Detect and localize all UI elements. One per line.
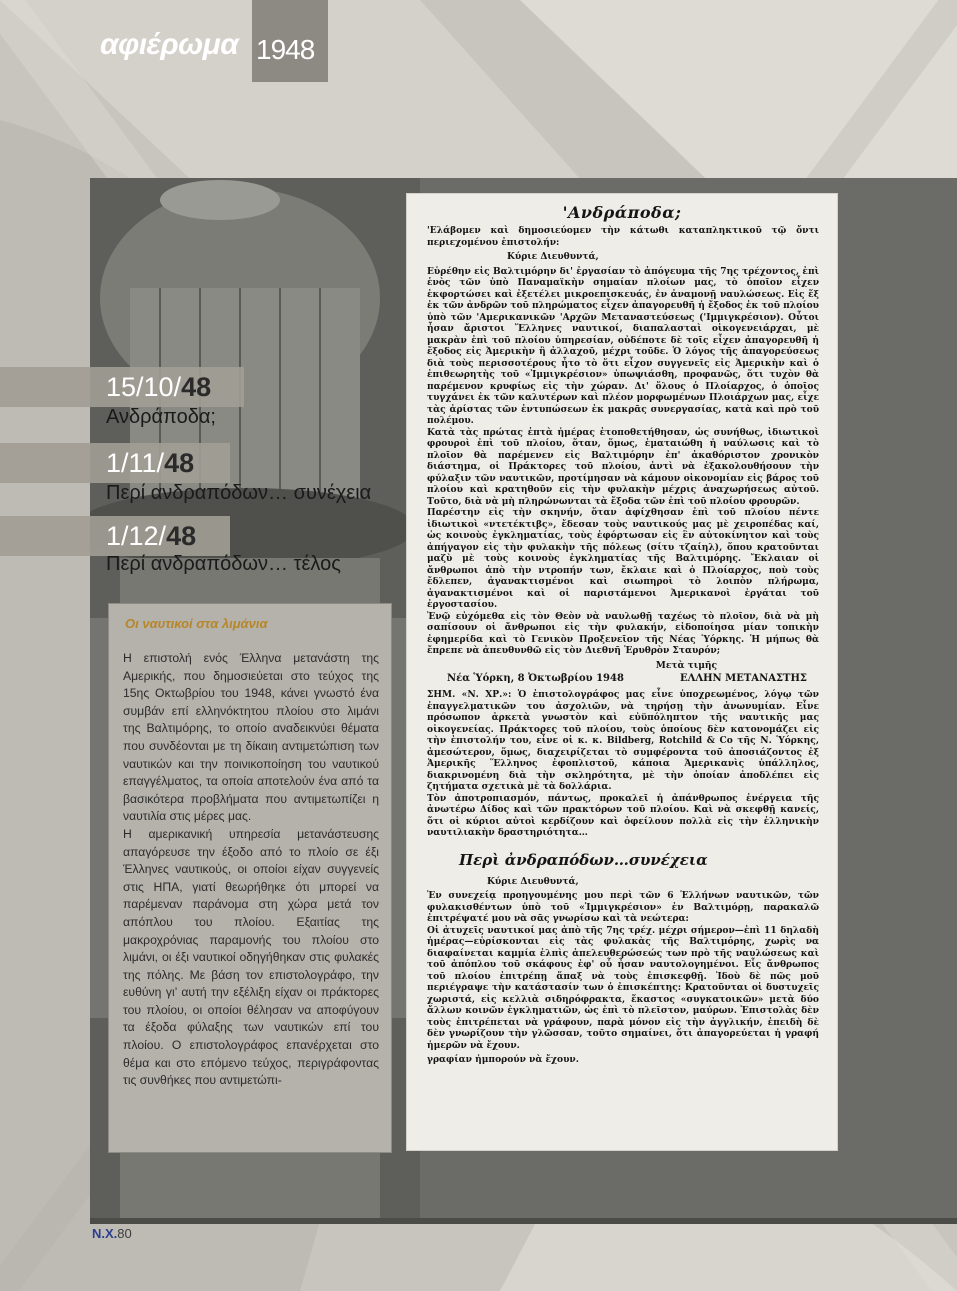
clipping-signature: ΕΛΛΗΝ ΜΕΤΑΝΑΣΤΗΣ [679,673,807,684]
section-year: 1948 [256,34,315,65]
clipping-regards: Μετὰ τιμῆς [655,659,717,671]
clipping-salutation-2: Κύριε Διευθυντά, [487,875,579,887]
footer-rule [90,1218,957,1224]
date-2-title: Περί ανδραπόδων… συνέχεια [106,482,372,504]
clipping-heading-2: Περὶ ἀνδραπόδων…συνέχεια [459,850,708,869]
clipping-heading: 'Ανδράποδα; [562,203,682,222]
clipping-place-date: Νέα Ὑόρκη, 8 Ὀκτωβρίου 1948 [447,673,624,684]
clipping-salutation: Κύριε Διευθυντά, [507,251,599,262]
sidebar-paragraph-2: Η αμερικανική υπηρεσία μετανάστευσης απαγόρευσε την έξοδο από το πλοίο σε έξι Έλληνες ναυτικούς, οι οποίοι είχαν συγγενείς στις ΗΠΑ, γιατί θεωρήθηκε ότι μπορεί να παρέμεναν παράνομα στη χώρα μετά τον απόπλου του πλοίου. Εξαιτίας της μακροχρόνιας παραμονής του πλοίου στο λιμάνι, οι έξι ναυτικοί οδηγήθηκαν στις φυλακές της πόλης. Με βάση τον επιστολογράφο, την ευθύνη γι’ αυτή την εξέλιξη είχαν οι πράκτορες του πλοίου, οι οποίοι θέλησαν να αποφύγουν τα έξοδα φύλαξης των ναυτικών επί του πλοίου. Ο επιστολογράφος επανέρχεται στο θέμα και στο επόμενο τεύχος, περιγράφοντας τις συνθήκες που αντιμετώπι- [123,826,379,1088]
date-1-year: 48 [181,372,212,402]
date-3-title: Περί ανδραπόδων… τέλος [106,553,341,575]
sidebar-title: Οι ναυτικοί στα λιμάνια [125,616,268,631]
date-3 [106,521,196,552]
clipping-intro: 'Ελάβομεν καὶ δημοσιεύομεν τὴν κάτωθι καταπληκτικοῦ τῷ ὄντι περιεχομένου ἐπιστολήν: [427,225,819,248]
clipping-footer-fragment: γραφίαν ἠμπορούν νὰ ἔχουν. [427,1054,579,1065]
page-header [0,0,957,95]
date-2-day: 1/11/ [106,448,165,478]
newspaper-clipping [406,193,838,1151]
sidebar-paragraph-1: Η επιστολή ενός Έλληνα μετανάστη της Αμερικής, που δημοσιεύεται στο τεύχος της 15ης Οκτωβρίου του 1948, κάνει γνωστό ένα συμβάν επί ελληνόκτητου πλοίου στο λιμάνι της Βαλτιμόρης, το οποίο αναδεικνύει θέματα που συνδέονται με τη δίκαιη αντιμετώπιση των ναυτικών και την ποινικοποίηση του ναυτικού επαγγέλματος, τα οποία αποτελούν ένα από τα βασικότερα προβλήματα που αντιμετωπίζει η ναυτιλία στις μέρες μας. [123,651,379,824]
clipping-signature-line [407,671,837,686]
magazine-abbrev: Ν.Χ. [92,1226,118,1241]
date-1-day: 15/10/ [106,372,182,402]
section-title: αφιέρωμα [100,28,239,61]
clipping-body: Εὑρέθην εἰς Βαλτιμόρην δι' ἐργασίαν τὸ ἀπόγευμα τῆς 7ης τρέχοντος, ἐπὶ ἑνὸς τῶν ὑπὸ Παναμαϊκὴν σημαίαν πλοίων μας, τὸ ὁποῖον εἶχεν ἐκφορτώσει καὶ ἐξετέλει μικροεπισκευάς, ἐν ἀναμονῇ ναυλώσεως. Εἰς ἕξ ἐκ τῶν ἀνδρῶν τοῦ πληρώματος εἶχεν ἀπαγορευθῆ ἡ ἔξοδος ἐκ τοῦ πλοίου ὑπὸ τῶν 'Αμερικανικῶν 'Αρχῶν Μεταναστεύσεως ('Ιμμιγκρέσιον). Οὗτοι ἦσαν ἄριστοι Ἕλληνες ναυτικοί, διαπαλασταὶ οἰκογενειάρχαι, μὲ μακρὰν ἐπὶ τοῦ πλοίου ὑπηρεσίαν, οὐδέποτε δὲ τοῖς εἶχεν ἀπαγορευθῆ ἡ ἔξοδος εἰς Ἀμερικὴν ἢ ἀλλαχοῦ, μέχρι τοῦδε. Ὁ λόγος τῆς ἀπαγορεύσεως διὰ τοὺς περισσοτέρους ἦτο τὸ ὅτι εἶχον συγγενεῖς εἰς Ἀμερικὴν καὶ ὁ ἐπιθεωρητὴς τοῦ «Ἰμμιγκρέσιον» ὑπωψιάσθη, προφανῶς, ὅτι τυχὸν θὰ παρέμενον κρυφίως εἰς τὴν χώραν. Δι' ὅλους ὁ Πλοίαρχος, ὁ ὁποῖος τυγχάνει ἐκ τῶν καλυτέρων καὶ πλέον μορφωμένων Πλοιάρχων μας, εἶχε τὰς ἀρίστας τῶν ἐντυπώσεων ἐκ μακρᾶς συνεργασίας, κατὰ καὶ πρὸ τοῦ πολέμου. Κατὰ τὰς πρώτας ἑπτὰ ἡμέρας ἐτοποθετήθησαν, ὡς συνήθως, ἰδιωτικοὶ φρουροὶ ἐπὶ τοῦ πλοίου, ὅταν, ὅμως, ἐματαιώθη ἡ ναύλωσις καὶ τὸ πλοῖον θὰ παρέμενεν εἰς Βαλτιμόρην ἐπ' ἀκαθόριστον χρονικὸν διάστημα, οἱ Πράκτορες τοῦ πλοίου, ἀντὶ νὰ ἐξακολουθήσουν τὴν φύλαξιν τῶν ναυτικῶν, προτίμησαν νὰ κάμουν οἰκονομίαν εἰς βάρος τοῦ πλοίου καὶ κρατηθοῦν εἰς τὴν φυλακὴν μέχρις ἀναχωρήσεως αὐτοῦ. Τοῦτο, διὰ νὰ μὴ πληρώνωνται τὰ ἔξοδα τῶν ἐπὶ τοῦ πλοίου φρουρῶν. Παρέστην εἰς τὴν σκηνήν, ὅταν ἀφίχθησαν ἐπὶ τοῦ πλοίου πέντε ἰδιωτικοὶ «ντετέκτιβς», ἔδεσαν τοὺς ναυτικούς μας μὲ χειροπέδας καί, ὡς κοινοὺς ἐγκληματίας, τοὺς ἐφόρτωσαν εἰς ἓν αὐτοκίνητον καὶ τοὺς ἀπήγαγον εἰς τὴν φυλακὴν τῆς πόλεως (σίτυ τζαίηλ), ὅπου κρατοῦνται μαζὺ μὲ τοὺς κοινοὺς ἐγκληματίας τῆς Βαλτιμόρης. Ἔκλαιαν οἱ ἄνθρωποι ἀπὸ τὴν ντροπήν των, ἔκλαιε καὶ ὁ Πλοίαρχος, ποὺ τοὺς ἔδλεπεν, ἀγανακτισμένοι καὶ σιωπηροὶ τὸ λοιπὸν πλήρωμα, ἀγανακτισμένοι καὶ οἱ παριστάμενοι Ἀμερικανοὶ ἐργάται τοῦ ἐργοστασίου. Ἐνῷ εὐχόμεθα εἰς τὸν Θεὸν νὰ ναυλωθῇ ταχέως τὸ πλοῖον, διὰ νὰ μὴ σαπίσουν οἱ ἄνθρωποι εἰς τὴν φυλακήν, εἰδοποίησα μίαν τοπικὴν ἐφημερίδα καὶ τὸ Γενικὸν Προξενεῖον τῆς Νέας Ὑόρκης. Ἡ μήπως θὰ ἔπρεπε νὰ ἀπευθυνθῶ εἰς τὸν Διεθνῆ Ἐρυθρὸν Σταυρόν; [427,265,819,656]
clipping-note: ΣΗΜ. «Ν. ΧΡ.»: Ὁ ἐπιστολογράφος μας εἶνε ὑποχρεωμένος, λόγῳ τῶν ἐπαγγελματικῶν του ἀσχολιῶν, νὰ τηρήσῃ τὴν ἀνωνυμίαν. Εἶνε πρόσωπον ἀρκετὰ γνωστὸν καὶ εὐϋπόληπτον τῆς ναυτικῆς μας οἰκογενείας. Πράκτορες τοῦ πλοίου, τοὺς ὁποίους δὲν κατονομάζει εἰς τὴν ἐπιστολήν του, εἶνε οἱ κ. κ. Bildberg, Rotchild & Co τῆς Ν. Ὑόρκης, ἀμεσώτερον, ὅμως, διαχειρίζεται τὸ συμφέροντα τοῦ ἀποσιάζοντος ἐξ Ἀμερικῆς Ἕλληνος ἐφοπλιστοῦ, κάποια Ἀμερικανὶς ὑπάλληλος, διακρινομένη διὰ τὴν σκληρότητα, μὲ τὴν ὁποίαν ἀποδλέπει εἰς ζητήματα σχετικὰ μὲ τὰ δολλάρια. Τὸν ἀποτροπιασμόν, πάντως, προκαλεῖ ἡ ἀπάνθρωπος ἐνέργεια τῆς ἀνωτέρω Δίδος καὶ τῶν πρακτόρων τοῦ πλοίου. Καὶ νὰ σκεφθῇ κανείς, ὅτι οἱ κύριοι αὐτοὶ κερδίζουν καὶ ὀφείλουν πολλὰ εἰς τὴν ἑλληνικὴν ναυτιλιακὴν δραστηριότητα… [427,689,819,838]
page-number-value: 80 [117,1226,132,1241]
date-2 [106,448,194,479]
page-number [92,1226,132,1241]
date-1 [106,372,211,403]
date-2-year: 48 [164,448,195,478]
date-1-title: Ανδράποδα; [106,406,216,428]
date-3-day: 1/12/ [106,521,167,551]
clipping-body-2: Ἐν συνεχείᾳ προηγουμένης μου περὶ τῶν 6 Ἑλλήνων ναυτικῶν, τῶν φυλακισθέντων ὑπὸ τοῦ «Ἰμμιγκρέσιον» ἐν Βαλτιμόρῃ, παρακαλῶ ἐπιτρέψατέ μου νὰ σᾶς γνωρίσω καὶ τὰ νεώτερα: Οἱ ἀτυχεῖς ναυτικοί μας ἀπὸ τῆς 7ης τρέχ. μέχρι σήμερον—ἐπὶ 11 δηλαδὴ ἡμέρας—εὑρίσκονται εἰς τὰς φυλακὰς τῆς Βαλτιμόρης, χωρὶς να διαφαίνεται καμμία ἐλπὶς ἀπελευθερώσεώς των πρὸ τῆς ναυλώσεως καὶ τοῦ ἀπόπλου τοῦ σκάφους ἐφ' οὗ ἦσαν ναυτολογημένοι. Εἷς ἄνθρωπος τοῦ πλοίου ἐπιτρέπῃ ἅπαξ νὰ τοὺς ἐπισκεφθῇ. Ἰδοὺ δὲ πῶς μοῦ περιέγραψε τὴν κατάστασίν των ὁ ἐπισκέπτης: Κρατοῦνται οἱ δυστυχεῖς χωριστά, εἰς κελλιὰ σιδηρόφρακτα, ἕκαστος «συγκατοικῶν» μετὰ δύο ἄλλων κοινῶν ἐγκληματιῶν, ὡς ἐπὶ τὸ πλεῖστον, μαύρων. Ἐπιστολὰς δὲν τοὺς ἐπιτρέπεται νὰ γράφουν, παρὰ μόνον εἰς τὴν ἀγγλικήν, ἐπειδὴ δὲ δὲν γνωρίζουν τὴν γλῶσσαν, τοῦτο σημαίνει, ὅτι ἀπαγορεύεται ἡ γραφή ἡμερῶν νὰ ἔχουν. [427,890,819,1051]
sidebar-body [123,650,379,1090]
sidebar-box [108,603,392,1153]
date-3-year: 48 [166,521,197,551]
